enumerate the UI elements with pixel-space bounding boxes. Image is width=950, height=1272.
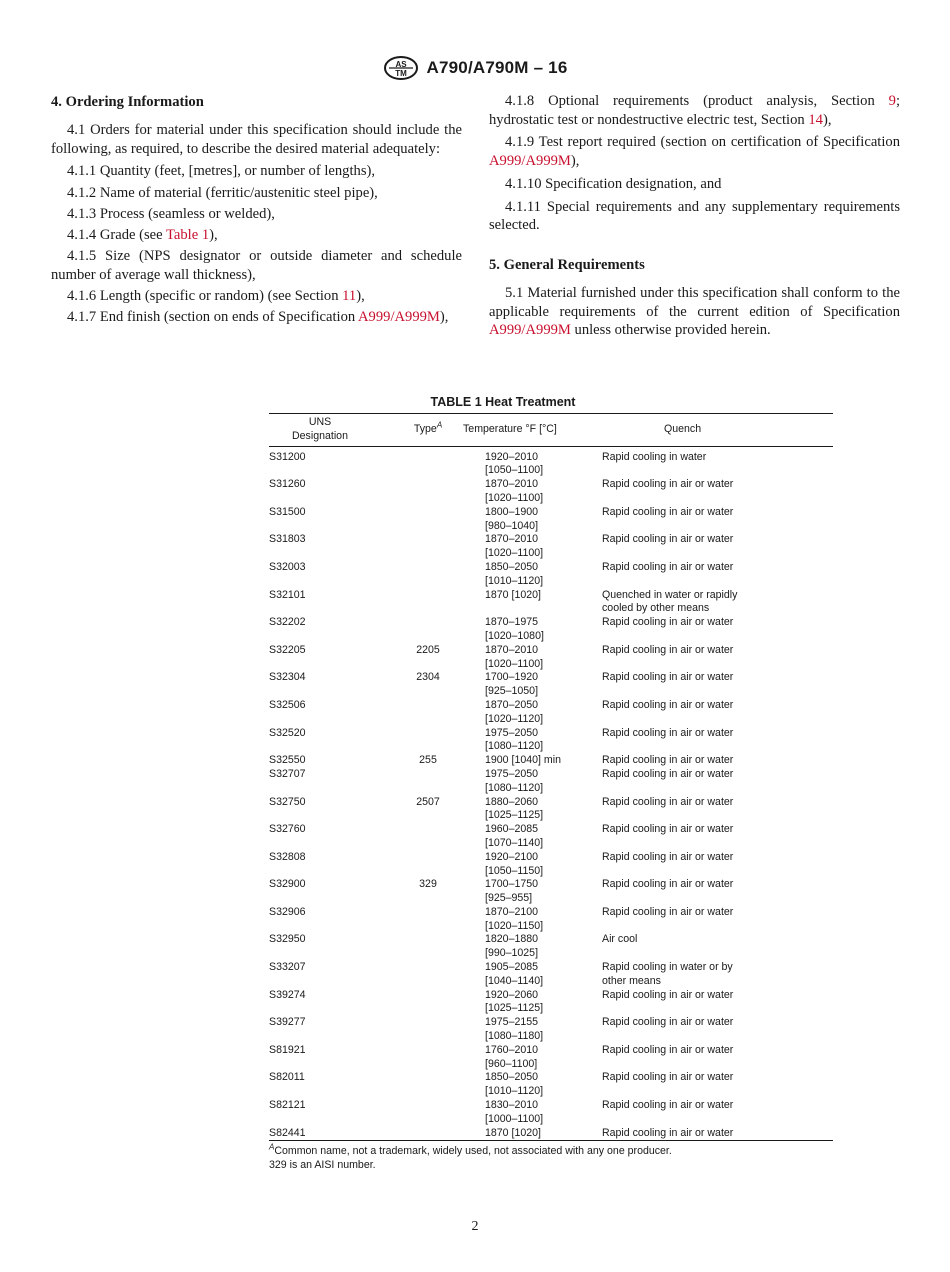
table-header-row bbox=[269, 414, 833, 447]
table-row bbox=[269, 589, 833, 617]
cell-uns: S32760 bbox=[269, 823, 306, 836]
para-4-1-1: 4.1.1 Quantity (feet, [metres], or number of lengths), bbox=[67, 163, 376, 180]
cell-quench: Rapid cooling in air or water bbox=[602, 478, 734, 491]
right-column bbox=[489, 92, 900, 340]
a999-link[interactable]: A999/A999M bbox=[489, 153, 571, 170]
heat-treatment-table bbox=[269, 413, 833, 1141]
cell-type bbox=[399, 727, 457, 755]
cell-type bbox=[399, 533, 457, 561]
cell-temperature: 1900 [1040] min bbox=[485, 754, 561, 767]
para-4-1-3: 4.1.3 Process (seamless or welded), bbox=[67, 205, 275, 222]
cell-type: 2304 bbox=[416, 671, 440, 684]
table-1-link[interactable]: Table 1 bbox=[166, 227, 210, 244]
table-row bbox=[269, 796, 833, 824]
cell-type bbox=[399, 1127, 457, 1141]
cell-temperature: 1960–2085 [1070–1140] bbox=[485, 823, 544, 849]
cell-quench: Rapid cooling in air or water bbox=[602, 698, 734, 711]
cell-temperature: 1880–2060 [1025–1125] bbox=[485, 795, 544, 822]
cell-quench: Rapid cooling in air or water bbox=[602, 754, 734, 767]
para-4-1-4: 4.1.4 Grade (see Table 1), bbox=[67, 227, 218, 244]
table-footnote: $^A$Common name, not a trademark, widely used, not associated with any one producer. 329 is an AISI number. bbox=[269, 1142, 672, 1171]
cell-quench: Rapid cooling in air or water bbox=[602, 643, 734, 656]
cell-quench: Rapid cooling in air or water bbox=[602, 905, 734, 918]
para-5-1: 5.1 Material furnished under this specification shall conform to the applicable requirements of the current edition of Specification A999/A999M unless otherwise provided herein. bbox=[489, 284, 900, 339]
cell-quench: Rapid cooling in air or water bbox=[602, 1016, 734, 1029]
para-4-1-8: 4.1.8 Optional requirements (product analysis, Section 9; hydrostatic test or nondestructive electric test, Section 14), bbox=[489, 93, 900, 128]
cell-type bbox=[399, 616, 457, 644]
para-4-1-6: 4.1.6 Length (specific or random) (see Section 11), bbox=[67, 288, 365, 305]
cell-temperature: 1870–2010 [1020–1100] bbox=[485, 643, 544, 670]
header-uns-designation: UNS Designation bbox=[269, 414, 399, 447]
document-designation: A790/A790M – 16 bbox=[426, 58, 568, 77]
cell-quench: Rapid cooling in water bbox=[602, 450, 707, 463]
cell-temperature: 1870 [1020] bbox=[485, 588, 541, 601]
cell-type: 2205 bbox=[416, 643, 440, 656]
cell-temperature: 1920–2100 [1050–1150] bbox=[485, 850, 544, 877]
cell-temperature: 1870 [1020] bbox=[457, 1127, 602, 1141]
cell-uns: S32520 bbox=[269, 726, 306, 739]
table-title: TABLE 1 Heat Treatment bbox=[430, 395, 576, 409]
cell-uns: S32906 bbox=[269, 905, 306, 918]
cell-temperature: 1870–2010 [1020–1100] bbox=[485, 478, 544, 504]
cell-temperature: 1920–2060 [1025–1125] bbox=[485, 988, 544, 1015]
cell-type bbox=[399, 589, 457, 617]
cell-quench: Rapid cooling in air or water bbox=[602, 726, 734, 739]
table-row bbox=[269, 1127, 833, 1141]
cell-temperature: 1870–2100 [1020–1150] bbox=[485, 905, 544, 932]
table-row bbox=[269, 1099, 833, 1127]
cell-temperature: 1870–2050 [1020–1120] bbox=[485, 698, 544, 725]
cell-type bbox=[399, 561, 457, 589]
table-row bbox=[269, 506, 833, 534]
cell-temperature: 1700–1750 [925–955] bbox=[485, 878, 539, 905]
table-row bbox=[269, 878, 833, 906]
cell-type bbox=[399, 1016, 457, 1044]
cell-temperature: 1975–2050 [1080–1120] bbox=[485, 726, 544, 753]
cell-uns: S82441 bbox=[269, 1127, 399, 1141]
cell-quench: Air cool bbox=[602, 933, 638, 946]
table-row bbox=[269, 533, 833, 561]
cell-uns: S81921 bbox=[269, 1043, 306, 1056]
table-row bbox=[269, 1016, 833, 1044]
cell-uns: S39274 bbox=[269, 988, 306, 1001]
cell-quench: Rapid cooling in air or water bbox=[602, 1071, 734, 1084]
section-5-heading: 5. General Requirements bbox=[489, 256, 645, 273]
table-row bbox=[269, 906, 833, 934]
cell-uns: S32808 bbox=[269, 850, 306, 863]
cell-uns: S32304 bbox=[269, 671, 306, 684]
cell-uns: S32950 bbox=[269, 933, 306, 946]
cell-uns: S32750 bbox=[269, 795, 306, 808]
section-11-link[interactable]: 11 bbox=[342, 288, 357, 305]
table-row bbox=[269, 1044, 833, 1072]
table-row bbox=[269, 933, 833, 961]
cell-type bbox=[399, 961, 457, 989]
cell-uns: S33207 bbox=[269, 961, 306, 974]
cell-quench: Rapid cooling in water or by other means bbox=[602, 961, 733, 987]
cell-type bbox=[399, 989, 457, 1017]
astm-logo-icon bbox=[383, 55, 419, 81]
table-row bbox=[269, 823, 833, 851]
heat-treatment-table-block bbox=[269, 394, 737, 1172]
cell-type: 329 bbox=[419, 878, 437, 891]
header-type: Type$^A$ bbox=[399, 414, 457, 447]
cell-temperature: 1800–1900 [980–1040] bbox=[485, 505, 539, 532]
cell-quench: Quenched in water or rapidly cooled by other means bbox=[602, 588, 738, 615]
cell-quench: Rapid cooling in air or water bbox=[602, 823, 734, 836]
cell-temperature: 1760–2010 [960–1100] bbox=[485, 1043, 539, 1070]
cell-quench: Rapid cooling in air or water bbox=[602, 850, 734, 863]
cell-uns: S32101 bbox=[269, 588, 306, 601]
cell-temperature: 1830–2010 [1000–1100] bbox=[485, 1099, 544, 1125]
svg-text:AS: AS bbox=[394, 60, 407, 69]
cell-uns: S31260 bbox=[269, 478, 306, 491]
table-row bbox=[269, 768, 833, 796]
cell-type bbox=[399, 1044, 457, 1072]
table-row bbox=[269, 644, 833, 672]
cell-quench: Rapid cooling in air or water bbox=[602, 1099, 734, 1112]
cell-type: 2507 bbox=[416, 795, 440, 808]
table-row bbox=[269, 989, 833, 1017]
cell-quench: Rapid cooling in air or water bbox=[602, 795, 734, 808]
section-14-link[interactable]: 14 bbox=[808, 111, 823, 128]
page-number: 2 bbox=[471, 1219, 479, 1234]
cell-type bbox=[399, 933, 457, 961]
cell-type bbox=[399, 851, 457, 879]
para-4-1-7: 4.1.7 End finish (section on ends of Specification A999/A999M), bbox=[67, 309, 449, 326]
cell-quench: Rapid cooling in air or water bbox=[602, 616, 734, 629]
cell-uns: S32900 bbox=[269, 878, 306, 891]
table-row bbox=[269, 478, 833, 506]
cell-temperature: 1850–2050 [1010–1120] bbox=[485, 1071, 544, 1098]
cell-uns: S31803 bbox=[269, 533, 306, 546]
para-4-1-2: 4.1.2 Name of material (ferritic/austenitic steel pipe), bbox=[67, 184, 378, 201]
cell-type: 255 bbox=[419, 754, 437, 767]
cell-temperature: 1870–2010 [1020–1100] bbox=[485, 533, 544, 560]
para-4-1-9: 4.1.9 Test report required (section on certification of Specification A999/A999M), bbox=[489, 134, 900, 170]
cell-uns: S31500 bbox=[269, 505, 306, 518]
cell-type bbox=[399, 478, 457, 506]
cell-quench: Rapid cooling in air or water bbox=[602, 878, 734, 891]
cell-temperature: 1700–1920 [925–1050] bbox=[485, 671, 539, 698]
cell-temperature: 1905–2085 [1040–1140] bbox=[485, 961, 544, 987]
cell-temperature: 1870–1975 [1020–1080] bbox=[485, 616, 544, 642]
table-row bbox=[269, 727, 833, 755]
cell-quench: Rapid cooling in air or water bbox=[602, 988, 734, 1001]
table-row bbox=[269, 699, 833, 727]
section-4-heading: 4. Ordering Information bbox=[51, 94, 204, 110]
left-column bbox=[51, 92, 462, 327]
cell-type bbox=[399, 906, 457, 934]
header-temperature: Temperature °F [°C] bbox=[457, 414, 602, 447]
cell-uns: S32707 bbox=[269, 767, 306, 780]
para-4-1-11: 4.1.11 Special requirements and any supplementary requirements selected. bbox=[489, 198, 900, 234]
cell-type bbox=[399, 823, 457, 851]
cell-uns: S82011 bbox=[269, 1071, 305, 1084]
table-row bbox=[269, 671, 833, 699]
cell-type bbox=[399, 768, 457, 796]
table-row bbox=[269, 561, 833, 589]
table-row bbox=[269, 851, 833, 879]
para-4-1-10: 4.1.10 Specification designation, and bbox=[505, 175, 722, 192]
cell-temperature: 1975–2050 [1080–1120] bbox=[485, 767, 544, 794]
cell-uns: S32202 bbox=[269, 616, 306, 629]
cell-type bbox=[399, 506, 457, 534]
cell-temperature: 1920–2010 [1050–1100] bbox=[485, 450, 544, 477]
cell-quench: Rapid cooling in air or water bbox=[602, 1043, 734, 1056]
cell-quench: Rapid cooling in air or water bbox=[602, 560, 734, 573]
cell-temperature: 1975–2155 [1080–1180] bbox=[485, 1016, 544, 1043]
cell-uns: S39277 bbox=[269, 1016, 306, 1029]
table-row bbox=[269, 616, 833, 644]
cell-quench: Rapid cooling in air or water bbox=[602, 505, 734, 518]
table-row bbox=[269, 961, 833, 989]
cell-quench: Rapid cooling in air or water bbox=[602, 1127, 833, 1141]
cell-uns: S32205 bbox=[269, 643, 306, 656]
cell-quench: Rapid cooling in air or water bbox=[602, 767, 734, 780]
cell-quench: Rapid cooling in air or water bbox=[602, 671, 734, 684]
cell-type bbox=[399, 1071, 457, 1099]
cell-type bbox=[399, 446, 457, 478]
cell-uns: S32506 bbox=[269, 698, 306, 711]
section-9-link[interactable]: 9 bbox=[888, 93, 896, 109]
header-quench: Quench bbox=[602, 414, 833, 447]
table-row bbox=[269, 446, 833, 478]
para-4-1-5: 4.1.5 Size (NPS designator or outside diameter and schedule number of average wall thickness), bbox=[51, 248, 462, 283]
cell-temperature: 1850–2050 [1010–1120] bbox=[485, 560, 544, 587]
cell-temperature: 1820–1880 [990–1025] bbox=[485, 933, 539, 960]
a999-link[interactable]: A999/A999M bbox=[358, 309, 440, 326]
cell-uns: S82121 bbox=[269, 1099, 306, 1112]
cell-uns: S32003 bbox=[269, 560, 306, 573]
svg-text:TM: TM bbox=[394, 69, 407, 78]
cell-uns: S31200 bbox=[269, 450, 306, 463]
cell-uns: S32550 bbox=[269, 754, 306, 767]
table-row bbox=[269, 1071, 833, 1099]
table-row bbox=[269, 754, 833, 768]
a999-link[interactable]: A999/A999M bbox=[489, 322, 571, 339]
para-4-1: 4.1 Orders for material under this specification should include the following, as required, to describe the desired material adequately: bbox=[51, 122, 462, 157]
cell-type bbox=[399, 1099, 457, 1127]
cell-quench: Rapid cooling in air or water bbox=[602, 533, 734, 546]
cell-type bbox=[399, 699, 457, 727]
page-header bbox=[0, 55, 950, 81]
